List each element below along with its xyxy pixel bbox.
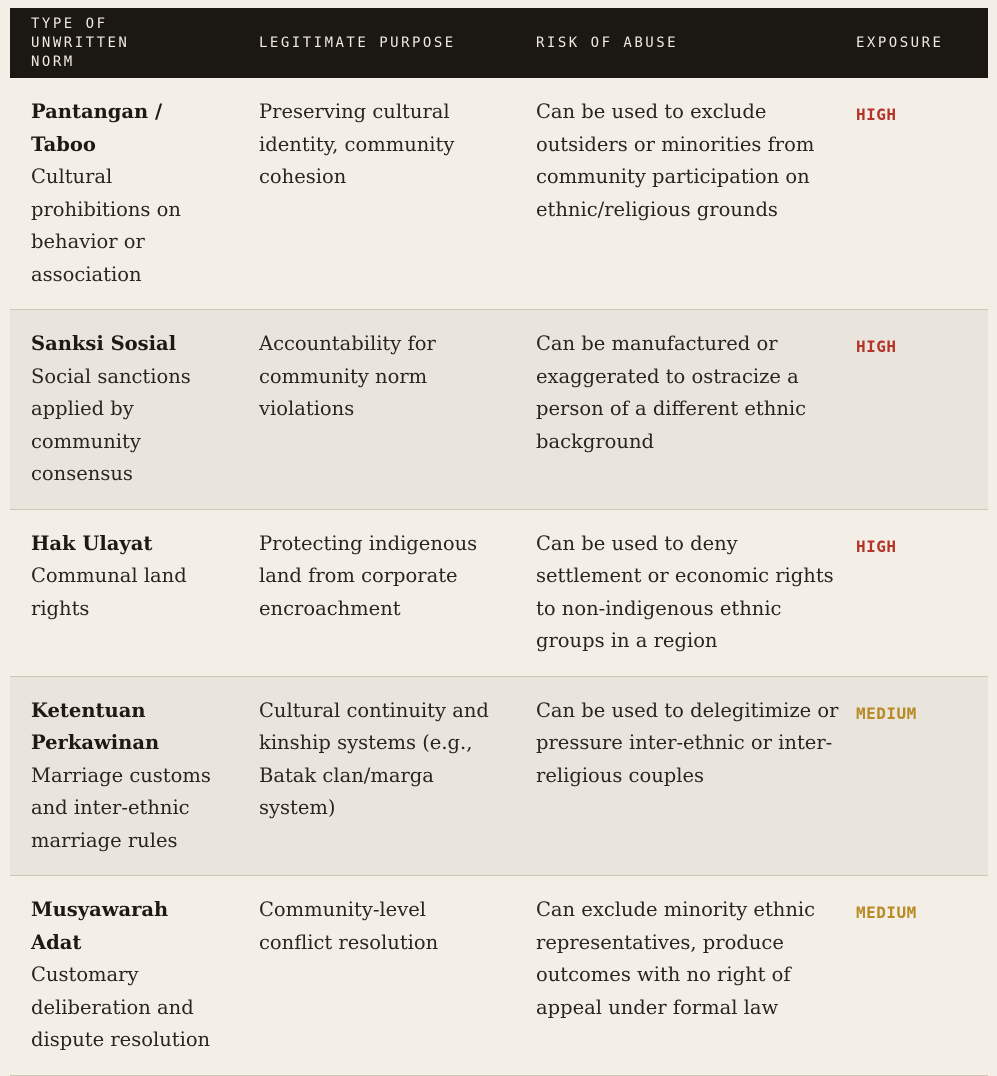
risk-cell: Can be used to exclude outsiders or minorities from community participation on ethnic/religious grounds bbox=[515, 78, 856, 310]
norm-cell bbox=[10, 78, 238, 310]
norm-name: Sanksi Sosial bbox=[31, 332, 177, 355]
purpose-cell: Preserving cultural identity, community cohesion bbox=[238, 78, 515, 310]
norm-name: Ketentuan Perkawinan bbox=[31, 698, 160, 754]
purpose-cell: Cultural continuity and kinship systems (e.g., Batak clan/marga system) bbox=[238, 676, 515, 876]
exposure-badge: HIGH bbox=[856, 337, 897, 356]
exposure-cell bbox=[856, 78, 988, 310]
purpose-cell: Community-level conflict resolution bbox=[238, 876, 515, 1076]
norm-description: Social sanctions applied by community consensus bbox=[31, 364, 191, 485]
purpose-cell: Protecting indigenous land from corporate encroachment bbox=[238, 509, 515, 676]
norm-cell bbox=[10, 509, 238, 676]
norm-description: Marriage customs and inter-ethnic marriage rules bbox=[31, 763, 211, 852]
table-row bbox=[10, 310, 988, 510]
exposure-cell bbox=[856, 876, 988, 1076]
exposure-badge: HIGH bbox=[856, 105, 897, 124]
risk-cell: Can be used to delegitimize or pressure inter-ethnic or inter-religious couples bbox=[515, 676, 856, 876]
norm-description: Cultural prohibitions on behavior or association bbox=[31, 165, 181, 286]
table-row bbox=[10, 509, 988, 676]
header-purpose: LEGITIMATE PURPOSE bbox=[238, 8, 515, 78]
exposure-cell bbox=[856, 509, 988, 676]
norm-description: Customary deliberation and dispute resolution bbox=[31, 963, 211, 1051]
header-risk: RISK OF ABUSE bbox=[515, 8, 856, 78]
norm-cell bbox=[10, 676, 238, 876]
norm-description: Communal land rights bbox=[31, 564, 187, 620]
risk-cell: Can exclude minority ethnic representatives, produce outcomes with no right of appeal under formal law bbox=[515, 876, 856, 1076]
exposure-cell bbox=[856, 676, 988, 876]
table-header-row bbox=[10, 8, 988, 78]
risk-cell: Can be used to deny settlement or economic rights to non-indigenous ethnic groups in a region bbox=[515, 509, 856, 676]
norms-table bbox=[10, 8, 988, 1076]
header-type: TYPE OF UNWRITTEN NORM bbox=[10, 8, 238, 78]
risk-cell: Can be manufactured or exaggerated to ostracize a person of a different ethnic background bbox=[515, 310, 856, 510]
norm-name: Hak Ulayat bbox=[31, 531, 153, 555]
table-row bbox=[10, 876, 988, 1076]
exposure-badge: MEDIUM bbox=[856, 903, 917, 922]
norm-cell bbox=[10, 876, 238, 1076]
table-row bbox=[10, 78, 988, 310]
table-row bbox=[10, 676, 988, 876]
exposure-cell bbox=[856, 310, 988, 510]
norm-name: Pantangan / Taboo bbox=[31, 100, 163, 156]
norm-cell bbox=[10, 310, 238, 510]
header-exposure: EXPOSURE bbox=[856, 8, 988, 78]
exposure-badge: HIGH bbox=[856, 536, 897, 556]
purpose-cell: Accountability for community norm violations bbox=[238, 310, 515, 510]
exposure-badge: MEDIUM bbox=[856, 703, 917, 723]
norm-name: Musyawarah Adat bbox=[31, 898, 169, 954]
